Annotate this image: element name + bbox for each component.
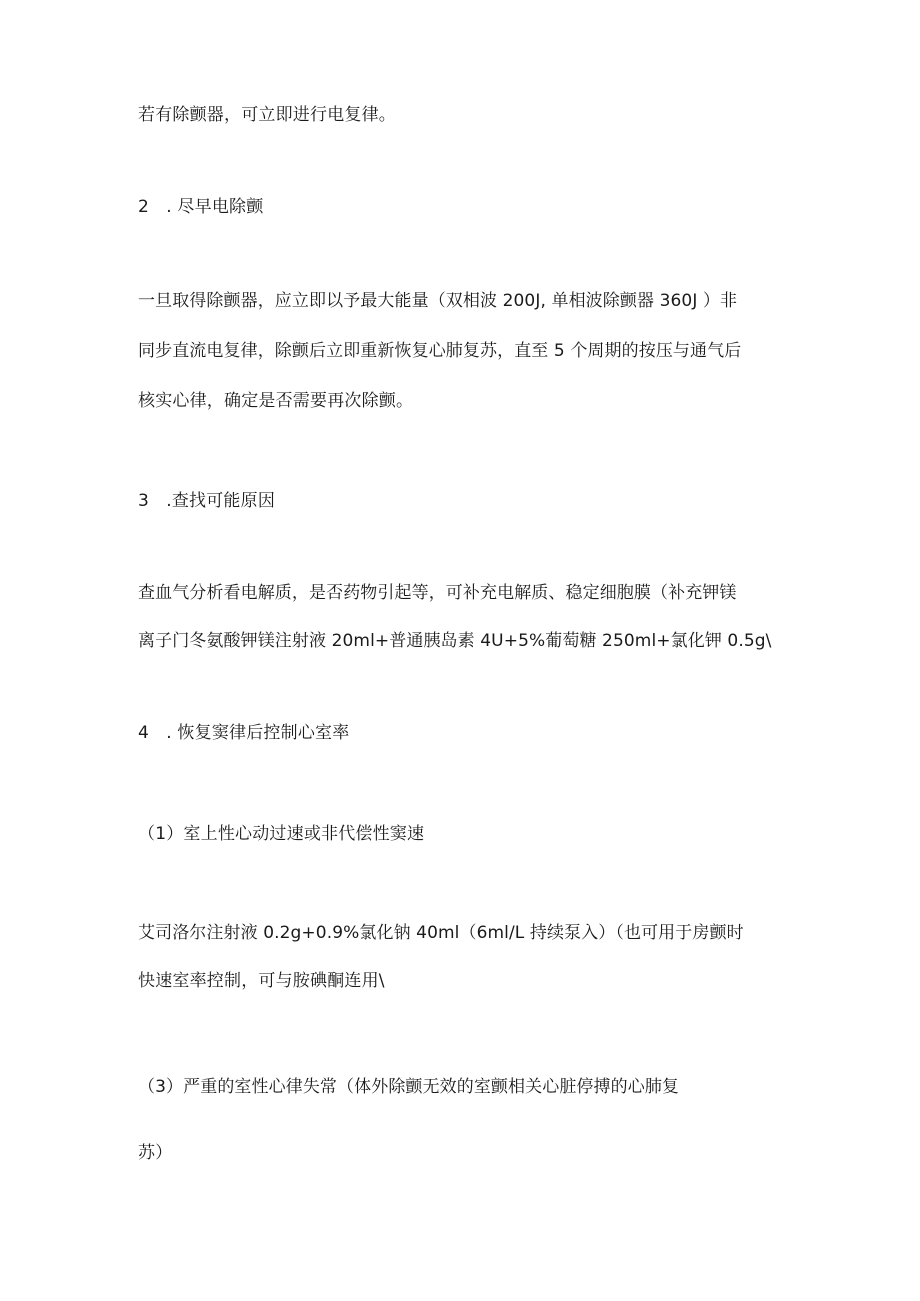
paragraph-defibrillation-line-3: 核实心律，确定是否需要再次除颤。: [138, 391, 414, 411]
subheading-ventricular-arrhythmia-line-2: 苏）: [138, 1143, 173, 1163]
paragraph-defibrillation-line-2: 同步直流电复律，除颤后立即重新恢复心肺复苏，直至 5 个周期的按压与通气后: [138, 341, 742, 361]
paragraph-defibrillator-available: 若有除颤器，可立即进行电复律。: [138, 105, 396, 125]
paragraph-defibrillation-line-1: 一旦取得除颤器，应立即以予最大能量（双相波 200J, 单相波除颤器 360J ）非: [138, 291, 738, 311]
subheading-svt: （1）室上性心动过速或非代偿性窦速: [138, 824, 425, 844]
heading-early-defibrillation: 2 . 尽早电除颤: [138, 197, 264, 217]
heading-find-causes: 3 .查找可能原因: [138, 491, 276, 511]
paragraph-esmolol-line-2: 快速室率控制，可与胺碘酮连用\: [138, 971, 385, 991]
paragraph-electrolytes-line-1: 查血气分析看电解质，是否药物引起等，可补充电解质、稳定细胞膜（补充钾镁: [138, 583, 737, 603]
paragraph-electrolytes-line-2: 离子门冬氨酸钾镁注射液 20ml+普通胰岛素 4U+5%葡萄糖 250ml+氯化钾 0.5g\: [138, 631, 772, 651]
subheading-ventricular-arrhythmia-line-1: （3）严重的室性心律失常（体外除颤无效的室颤相关心脏停搏的心肺复: [138, 1077, 680, 1097]
paragraph-esmolol-line-1: 艾司洛尔注射液 0.2g+0.9%氯化钠 40ml（6ml/L 持续泵入）（也可用于房颤时: [138, 923, 744, 943]
heading-control-ventricular-rate: 4 . 恢复窦律后控制心室率: [138, 723, 350, 743]
